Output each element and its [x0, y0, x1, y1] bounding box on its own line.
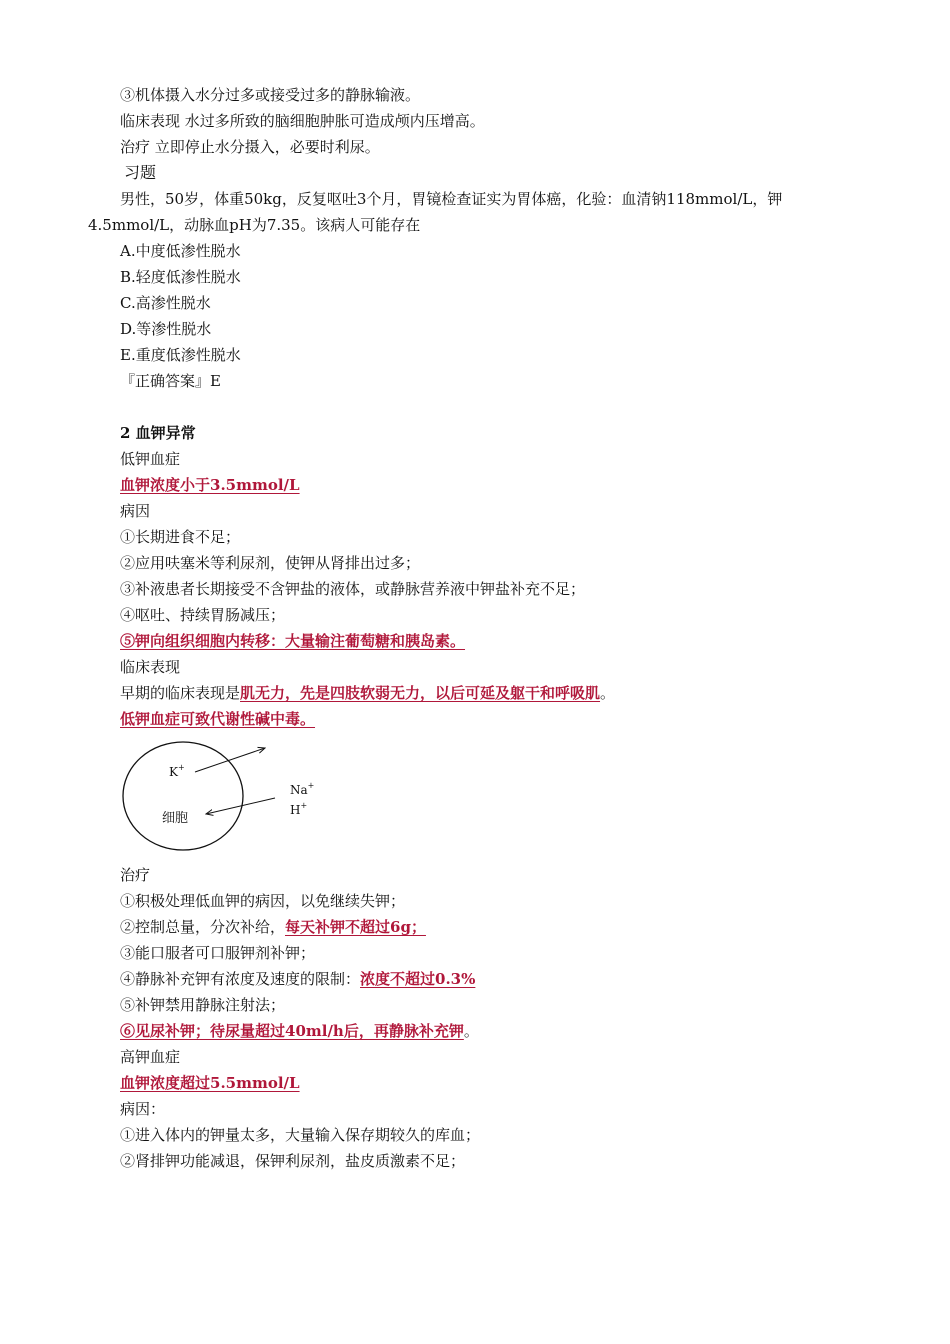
option-c: C.高渗性脱水 — [120, 294, 211, 312]
h-ion-label: H+ — [290, 801, 308, 817]
emphasis-text: 浓度不超过0.3% — [360, 970, 476, 988]
question-line: 男性，50岁，体重50kg，反复呕吐3个月，胃镜检查证实为胃体癌，化验：血清钠118mmol/L，钾 — [120, 190, 783, 208]
plain-text: 早期的临床表现是 — [120, 684, 241, 702]
list-item: ②肾排钾功能减退，保钾利尿剂，盐皮质激素不足； — [120, 1152, 466, 1170]
list-item: ④呕吐、持续胃肠减压； — [120, 606, 286, 624]
paragraph-line — [120, 682, 615, 704]
subheading: 治疗 — [120, 866, 151, 884]
list-item: ②应用呋塞米等利尿剂，使钾从肾排出过多； — [120, 554, 421, 572]
list-item: ③补液患者长期接受不含钾盐的液体，或静脉营养液中钾盐补充不足； — [120, 580, 586, 598]
option-e: E.重度低渗性脱水 — [120, 346, 241, 364]
emphasis-text: 肌无力，先是四肢软弱无力，以后可延及躯干和呼吸肌 — [240, 684, 601, 702]
emphasis-text: 血钾浓度超过5.5mmol/L — [120, 1074, 300, 1092]
emphasis-text: 血钾浓度小于3.5mmol/L — [120, 476, 300, 494]
list-item — [120, 916, 426, 938]
emphasis-text: ⑥见尿补钾；待尿量超过40ml/h后，再静脉补充钾 — [120, 1022, 464, 1040]
list-item: ①长期进食不足； — [120, 528, 241, 546]
potassium-shift-diagram — [120, 738, 340, 853]
plain-text: 。 — [600, 684, 616, 702]
subheading: 临床表现 — [120, 658, 181, 676]
cell-circle — [123, 742, 243, 850]
plain-text: ②控制总量，分次补给， — [120, 918, 286, 936]
paragraph-line: 临床表现 水过多所致的脑细胞肿胀可造成颅内压增高。 — [120, 112, 485, 130]
list-item: ③能口服者可口服钾剂补钾； — [120, 944, 316, 962]
emphasis-text: ⑤钾向组织细胞内转移：大量输注葡萄糖和胰岛素。 — [120, 632, 466, 650]
list-item — [120, 630, 465, 652]
plain-text: 。 — [463, 1022, 479, 1040]
list-item — [120, 1020, 479, 1042]
paragraph-line: ③机体摄入水分过多或接受过多的静脉输液。 — [120, 86, 421, 104]
list-item — [120, 968, 475, 990]
k-ion-label: K+ — [169, 763, 185, 779]
list-item: ①进入体内的钾量太多，大量输入保存期较久的库血； — [120, 1126, 481, 1144]
subheading: 病因： — [120, 1100, 166, 1118]
exercise-heading: 习题 — [124, 163, 157, 182]
subheading: 低钾血症 — [120, 450, 181, 468]
paragraph-line: 治疗 立即停止水分摄入，必要时利尿。 — [120, 138, 380, 156]
question-line: 4.5mmol/L，动脉血pH为7.35。该病人可能存在 — [88, 216, 421, 234]
emphasis-text: 每天补钾不超过6g； — [285, 918, 426, 936]
cell-label: 细胞 — [162, 811, 189, 826]
na-ion-label: Na+ — [290, 781, 315, 797]
list-item: ①积极处理低血钾的病因，以免继续失钾； — [120, 892, 406, 910]
key-point — [120, 474, 300, 496]
answer-line: 『正确答案』E — [120, 372, 221, 390]
option-b: B.轻度低渗性脱水 — [120, 268, 241, 286]
key-point — [120, 708, 315, 730]
plain-text: ④静脉补充钾有浓度及速度的限制： — [120, 970, 361, 988]
emphasis-text: 低钾血症可致代谢性碱中毒。 — [120, 710, 316, 728]
list-item: ⑤补钾禁用静脉注射法； — [120, 996, 286, 1014]
option-a: A.中度低渗性脱水 — [120, 242, 241, 260]
option-d: D.等渗性脱水 — [120, 320, 212, 338]
subheading: 高钾血症 — [120, 1048, 181, 1066]
section-heading: 2 血钾异常 — [120, 424, 196, 442]
arrow-out — [195, 748, 265, 772]
key-point — [120, 1072, 300, 1094]
subheading: 病因 — [120, 502, 151, 520]
